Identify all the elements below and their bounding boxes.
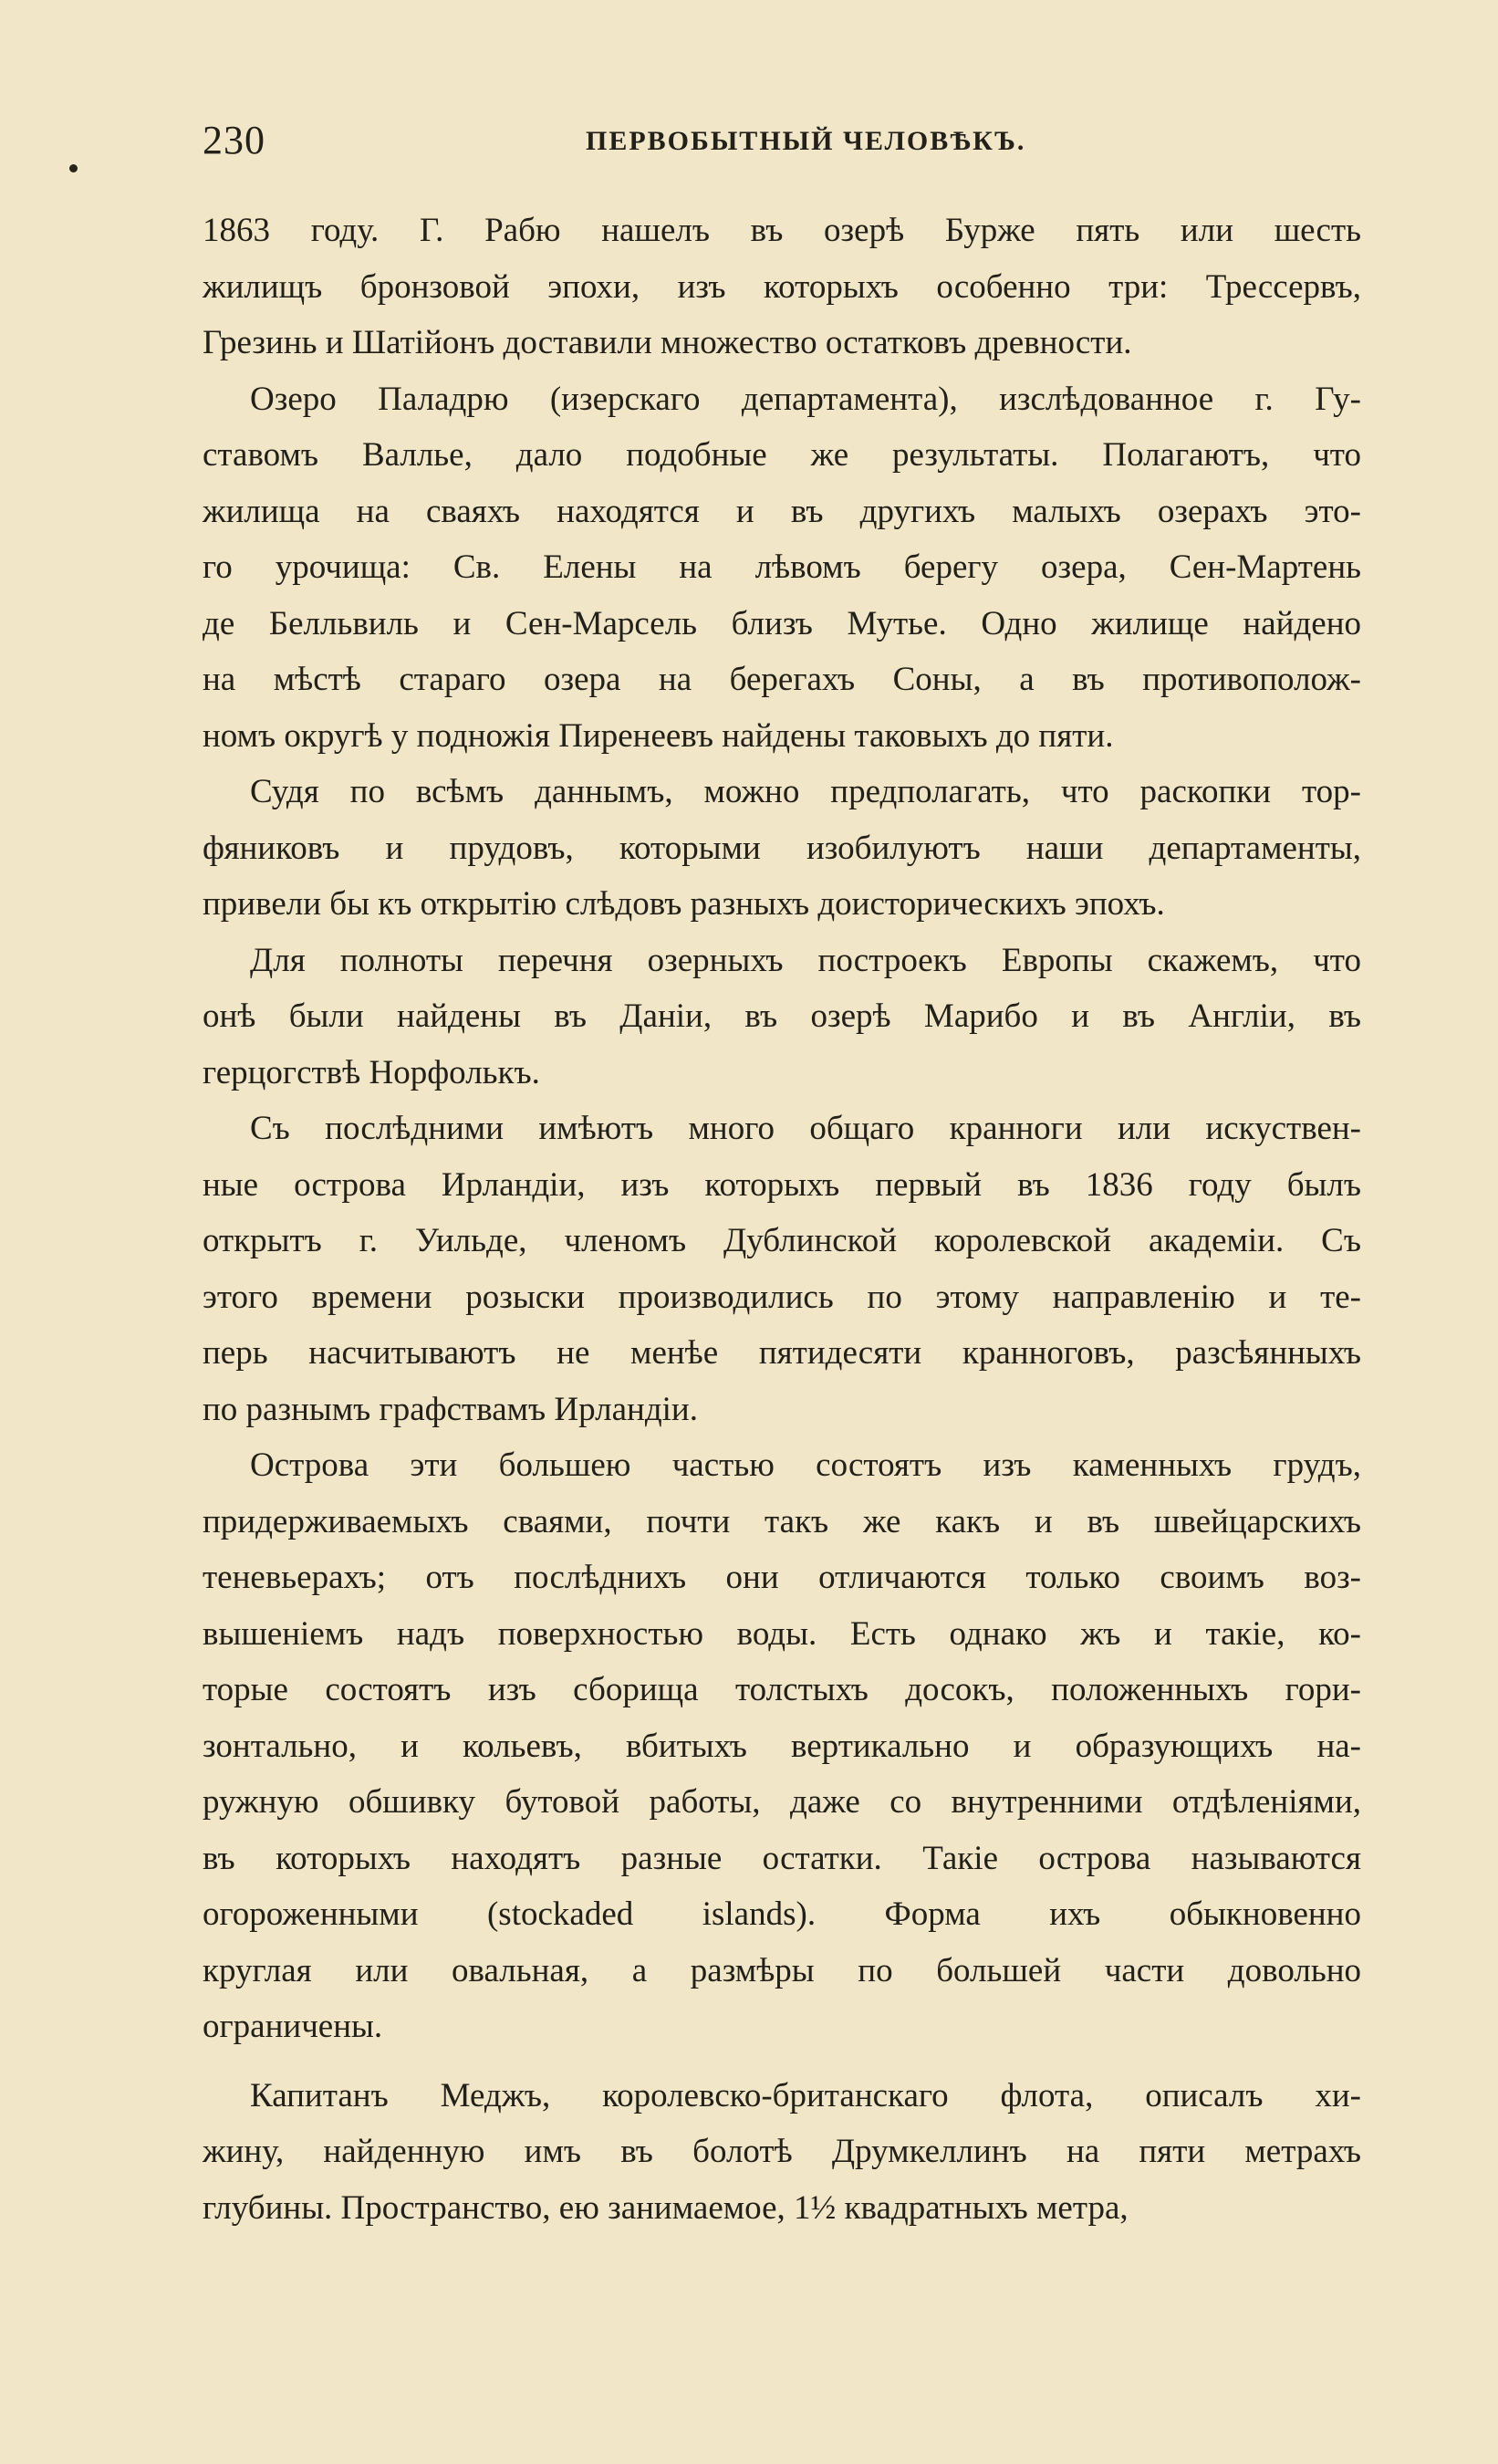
- body-text: [203, 203, 1361, 2236]
- running-title: ПЕРВОБЫТНЫЙ ЧЕЛОВѢКЪ.: [586, 126, 1026, 156]
- text-line: теневьерахъ; отъ послѣднихъ они отличаются только своимъ воз-: [203, 1559, 1361, 1596]
- ink-speck: [69, 164, 78, 172]
- paragraph: [203, 933, 1361, 1101]
- text-line: ружную обшивку бутовой работы, даже со внутренними отдѣленіями,: [203, 1783, 1361, 1821]
- text-line: Острова эти большею частью состоятъ изъ каменныхъ грудъ,: [250, 1446, 1361, 1484]
- paragraph: [203, 1437, 1361, 2055]
- text-line: жину, найденную имъ въ болотѣ Друмкеллинъ на пяти метрахъ: [203, 2133, 1361, 2170]
- text-line: глубины. Пространство, ею занимаемое, 1½ квадратныхъ метра,: [203, 2188, 1129, 2227]
- paragraph: [203, 764, 1361, 933]
- text-line: привели бы къ открытію слѣдовъ разныхъ доисторическихъ эпохъ.: [203, 885, 1165, 923]
- paragraph: [203, 203, 1361, 371]
- text-line: го урочища: Св. Елены на лѣвомъ берегу озера, Сен-Мартень: [203, 548, 1361, 586]
- text-line: круглая или овальная, а размѣры по большей части довольно: [203, 1951, 1361, 1989]
- text-line: придерживаемыхъ сваями, почти такъ же какъ и въ швейцарскихъ: [203, 1502, 1361, 1540]
- text-line: онѣ были найдены въ Даніи, въ озерѣ Марибо и въ Англіи, въ: [203, 997, 1361, 1035]
- text-line: Грезинь и Шатійонъ доставили множество остатковъ древности.: [203, 324, 1132, 361]
- text-line: этого времени розыски производились по этому направленію и те-: [203, 1278, 1361, 1316]
- text-line: де Белльвиль и Сен-Марсель близъ Мутье. Одно жилище найдено: [203, 604, 1361, 642]
- text-line: жилища на сваяхъ находятся и въ другихъ малыхъ озерахъ это-: [203, 492, 1361, 530]
- text-line: ные острова Ирландіи, изъ которыхъ первый въ 1836 году былъ: [203, 1165, 1361, 1204]
- paragraph: [203, 1101, 1361, 1437]
- text-line: жилищъ бронзовой эпохи, изъ которыхъ особенно три: Трессервъ,: [203, 267, 1361, 306]
- page-number: 230: [203, 118, 265, 162]
- text-line: Капитанъ Меджъ, королевско-британскаго флота, описалъ хи-: [250, 2076, 1361, 2114]
- text-line: Озеро Паладрю (изерскаго департамента), изслѣдованное г. Гу-: [250, 380, 1361, 418]
- text-line: Съ послѣдними имѣютъ много общаго кранноги или искуствен-: [250, 1110, 1361, 1147]
- text-line: Судя по всѣмъ даннымъ, можно предполагать, что раскопки тор-: [250, 773, 1361, 810]
- paragraph: [203, 2068, 1361, 2237]
- text-line: огороженными (stockaded islands). Форма ихъ обыкновенно: [203, 1895, 1361, 1933]
- text-line: 1863 году. Г. Рабю нашелъ въ озерѣ Бурже пять или шесть: [203, 212, 1361, 249]
- text-line: на мѣстѣ стараго озера на берегахъ Соны, а въ противополож-: [203, 661, 1361, 698]
- text-line: въ которыхъ находятъ разные остатки. Такіе острова называются: [203, 1839, 1361, 1877]
- text-line: по разнымъ графствамъ Ирландіи.: [203, 1390, 698, 1428]
- text-line: Для полноты перечня озерныхъ построекъ Европы скажемъ, что: [250, 941, 1361, 979]
- text-line: перь насчитываютъ не менѣе пятидесяти кранноговъ, разсѣянныхъ: [203, 1334, 1361, 1372]
- text-line: открытъ г. Уильде, членомъ Дублинской королевской академіи. Съ: [203, 1222, 1361, 1259]
- text-line: вышеніемъ надъ поверхностью воды. Есть однако жъ и такіе, ко-: [203, 1614, 1361, 1653]
- text-line: зонтально, и кольевъ, вбитыхъ вертикально и образующихъ на-: [203, 1727, 1361, 1765]
- page-header: [203, 117, 1361, 172]
- text-line: фяниковъ и прудовъ, которыми изобилуютъ наши департаменты,: [203, 829, 1361, 867]
- text-line: ставомъ Валлье, дало подобные же результаты. Полагаютъ, что: [203, 436, 1361, 474]
- paragraph: [203, 371, 1361, 765]
- text-line: ограничены.: [203, 2008, 383, 2045]
- text-line: номъ округѣ у подножія Пиренеевъ найдены таковыхъ до пяти.: [203, 716, 1114, 755]
- text-line: герцогствѣ Норфолькъ.: [203, 1053, 540, 1091]
- text-line: торые состоятъ изъ сборища толстыхъ досокъ, положенныхъ гори-: [203, 1671, 1361, 1708]
